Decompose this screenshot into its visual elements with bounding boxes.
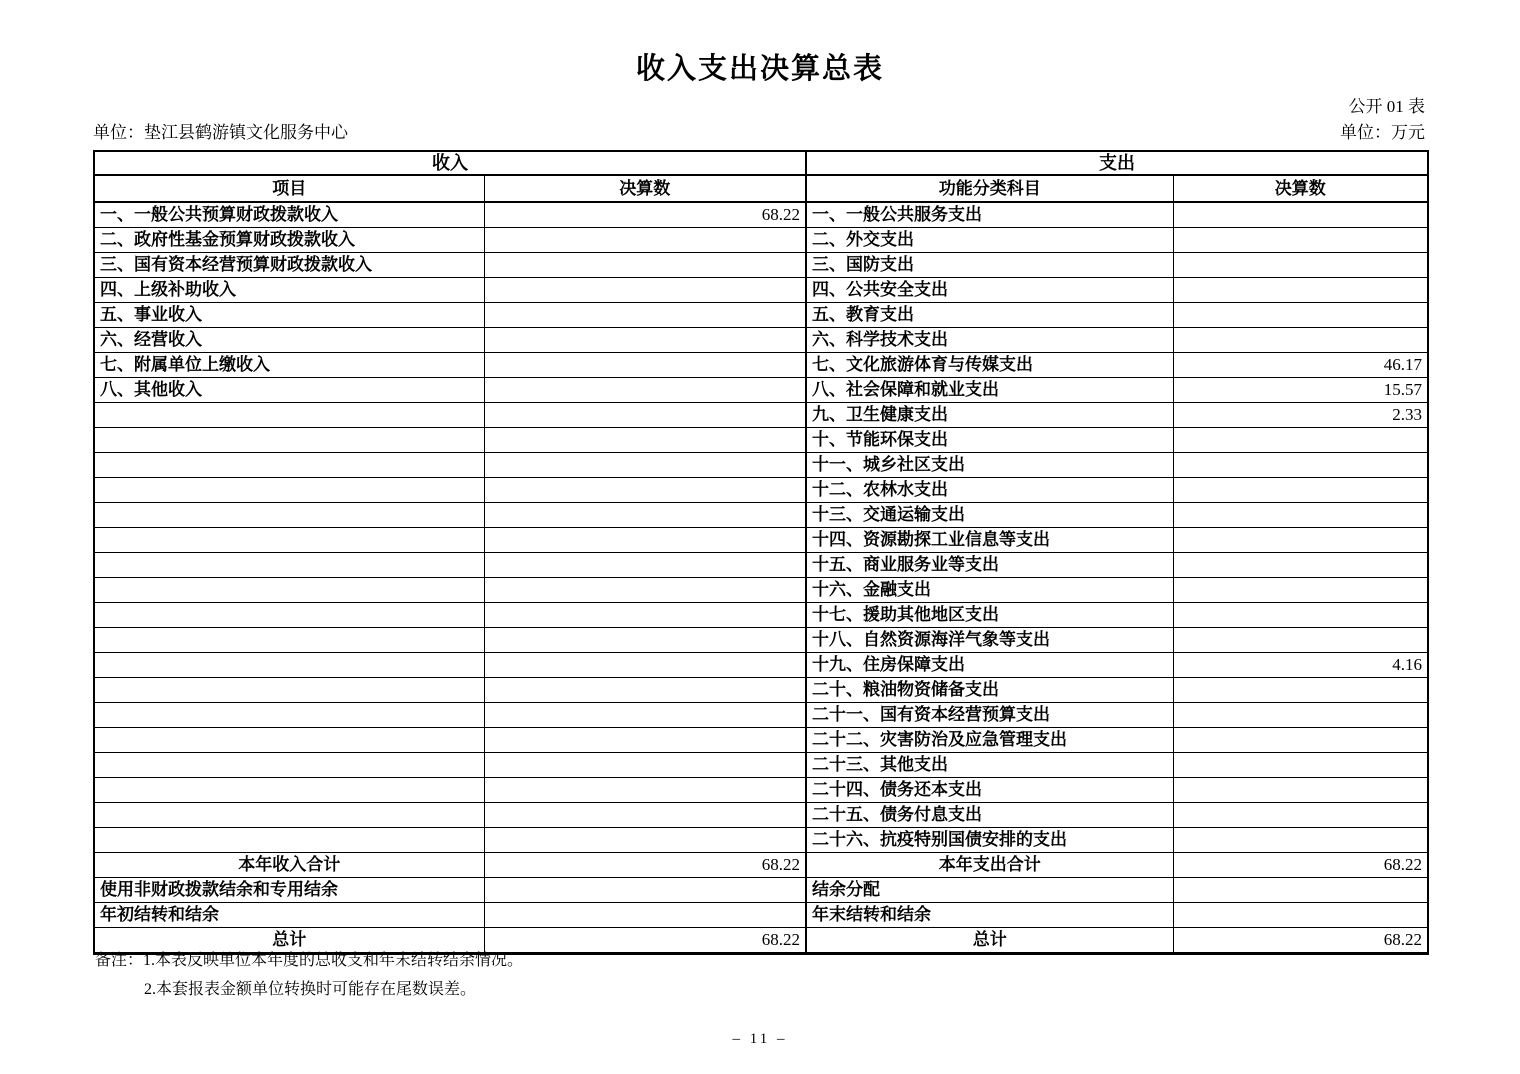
expense-item-cell: 十一、城乡社区支出 <box>806 453 1173 478</box>
footnote-text: 1.本表反映单位本年度的总收支和年末结转结余情况。 <box>143 952 524 969</box>
income-item-cell <box>94 653 484 678</box>
income-item-cell <box>94 828 484 853</box>
income-value-cell <box>484 778 806 803</box>
expense-value-cell <box>1173 903 1428 928</box>
income-value-cell <box>484 578 806 603</box>
table-row <box>94 603 1428 628</box>
income-value-cell <box>484 453 806 478</box>
summary-row <box>94 853 1428 878</box>
income-item-cell <box>94 403 484 428</box>
income-value-cell <box>484 353 806 378</box>
income-value-cell <box>484 503 806 528</box>
expense-item-cell: 结余分配 <box>806 878 1173 903</box>
income-value-cell <box>484 228 806 253</box>
summary-row <box>94 878 1428 903</box>
expense-item-cell: 八、社会保障和就业支出 <box>806 378 1173 403</box>
expense-item-cell: 三、国防支出 <box>806 253 1173 278</box>
expense-item-cell: 七、文化旅游体育与传媒支出 <box>806 353 1173 378</box>
income-value-cell <box>484 703 806 728</box>
income-value-cell <box>484 303 806 328</box>
page-content <box>93 0 1427 1074</box>
expense-item-cell: 二十六、抗疫特别国债安排的支出 <box>806 828 1173 853</box>
expense-item-cell: 十二、农林水支出 <box>806 478 1173 503</box>
expense-value-cell <box>1173 478 1428 503</box>
expense-item-cell: 五、教育支出 <box>806 303 1173 328</box>
income-item-cell <box>94 453 484 478</box>
expense-value-cell <box>1173 778 1428 803</box>
income-value-cell <box>484 828 806 853</box>
expense-item-cell: 二十四、债务还本支出 <box>806 778 1173 803</box>
currency-unit-label: 单位：万元 <box>1340 123 1425 142</box>
page-title: 收入支出决算总表 <box>635 53 884 85</box>
income-item-cell: 总计 <box>94 928 484 954</box>
table-row <box>94 303 1428 328</box>
income-value-cell <box>484 803 806 828</box>
income-value-cell <box>484 603 806 628</box>
expense-value-cell <box>1173 202 1428 228</box>
expense-value-cell: 2.33 <box>1173 403 1428 428</box>
table-row <box>94 378 1428 403</box>
footnote-label: 备注： <box>95 952 144 969</box>
income-value-cell <box>484 378 806 403</box>
table-row <box>94 478 1428 503</box>
expense-value-cell: 68.22 <box>1173 853 1428 878</box>
income-item-cell <box>94 628 484 653</box>
income-item-cell <box>94 528 484 553</box>
footnote-line <box>95 975 523 1004</box>
income-value-cell <box>484 903 806 928</box>
income-item-cell: 七、附属单位上缴收入 <box>94 353 484 378</box>
column-header-income-amount: 决算数 <box>484 175 806 202</box>
expense-value-cell <box>1173 278 1428 303</box>
table-row <box>94 453 1428 478</box>
page-number: – 11 – <box>732 1031 788 1047</box>
column-header-expense-amount: 决算数 <box>1173 175 1428 202</box>
table-row <box>94 778 1428 803</box>
expense-item-cell: 十、节能环保支出 <box>806 428 1173 453</box>
income-item-cell <box>94 553 484 578</box>
expense-item-cell: 年末结转和结余 <box>806 903 1173 928</box>
table-row <box>94 703 1428 728</box>
expense-value-cell <box>1173 503 1428 528</box>
income-section-header: 收入 <box>94 151 806 175</box>
expense-value-cell <box>1173 753 1428 778</box>
income-item-cell <box>94 578 484 603</box>
table-row <box>94 328 1428 353</box>
income-item-cell <box>94 753 484 778</box>
expense-value-cell <box>1173 678 1428 703</box>
income-item-cell: 一、一般公共预算财政拨款收入 <box>94 202 484 228</box>
table-row <box>94 803 1428 828</box>
expense-item-cell: 十六、金融支出 <box>806 578 1173 603</box>
income-item-cell <box>94 778 484 803</box>
expense-item-cell: 本年支出合计 <box>806 853 1173 878</box>
table-row <box>94 353 1428 378</box>
footnote-text: 2.本套报表金额单位转换时可能存在尾数误差。 <box>144 981 477 998</box>
income-item-cell: 四、上级补助收入 <box>94 278 484 303</box>
expense-value-cell <box>1173 603 1428 628</box>
table-row <box>94 228 1428 253</box>
income-item-cell <box>94 728 484 753</box>
table-header <box>94 151 1428 202</box>
expense-item-cell: 二十五、债务付息支出 <box>806 803 1173 828</box>
table-row <box>94 628 1428 653</box>
expense-item-cell: 四、公共安全支出 <box>806 278 1173 303</box>
table-row <box>94 753 1428 778</box>
expense-item-cell: 十四、资源勘探工业信息等支出 <box>806 528 1173 553</box>
org-unit-label: 单位：垫江县鹤游镇文化服务中心 <box>93 123 348 142</box>
table-row <box>94 428 1428 453</box>
section-header-row <box>94 151 1428 175</box>
expense-section-header: 支出 <box>806 151 1428 175</box>
expense-item-cell: 十九、住房保障支出 <box>806 653 1173 678</box>
table-row <box>94 728 1428 753</box>
expense-item-cell: 总计 <box>806 928 1173 954</box>
expense-item-cell: 二、外交支出 <box>806 228 1173 253</box>
column-header-income-item: 项目 <box>94 175 484 202</box>
expense-value-cell <box>1173 228 1428 253</box>
expense-value-cell <box>1173 878 1428 903</box>
column-header-expense-item: 功能分类科目 <box>806 175 1173 202</box>
expense-value-cell: 15.57 <box>1173 378 1428 403</box>
expense-item-cell: 一、一般公共服务支出 <box>806 202 1173 228</box>
expense-value-cell <box>1173 253 1428 278</box>
column-header-row <box>94 175 1428 202</box>
income-item-cell <box>94 678 484 703</box>
table-row <box>94 202 1428 228</box>
table-row <box>94 403 1428 428</box>
table-row <box>94 678 1428 703</box>
expense-value-cell <box>1173 803 1428 828</box>
expense-item-cell: 九、卫生健康支出 <box>806 403 1173 428</box>
income-value-cell <box>484 528 806 553</box>
footnote-line <box>95 946 523 975</box>
expense-item-cell: 六、科学技术支出 <box>806 328 1173 353</box>
income-value-cell <box>484 553 806 578</box>
income-item-cell: 二、政府性基金预算财政拨款收入 <box>94 228 484 253</box>
expense-item-cell: 二十三、其他支出 <box>806 753 1173 778</box>
income-value-cell <box>484 478 806 503</box>
expense-item-cell: 十八、自然资源海洋气象等支出 <box>806 628 1173 653</box>
income-item-cell: 五、事业收入 <box>94 303 484 328</box>
income-item-cell: 六、经营收入 <box>94 328 484 353</box>
footnotes <box>95 946 523 1004</box>
income-value-cell: 68.22 <box>484 928 806 954</box>
expense-value-cell <box>1173 703 1428 728</box>
expense-item-cell: 十三、交通运输支出 <box>806 503 1173 528</box>
income-value-cell: 68.22 <box>484 853 806 878</box>
income-item-cell: 本年收入合计 <box>94 853 484 878</box>
expense-value-cell: 46.17 <box>1173 353 1428 378</box>
table-row <box>94 828 1428 853</box>
income-item-cell <box>94 803 484 828</box>
table-row <box>94 553 1428 578</box>
income-item-cell: 使用非财政拨款结余和专用结余 <box>94 878 484 903</box>
income-item-cell <box>94 428 484 453</box>
income-value-cell <box>484 628 806 653</box>
income-value-cell <box>484 753 806 778</box>
income-value-cell <box>484 678 806 703</box>
income-item-cell <box>94 478 484 503</box>
table-row <box>94 278 1428 303</box>
income-value-cell <box>484 253 806 278</box>
income-value-cell <box>484 428 806 453</box>
expense-item-cell: 十七、援助其他地区支出 <box>806 603 1173 628</box>
table-body <box>94 202 1428 954</box>
income-value-cell <box>484 328 806 353</box>
expense-value-cell <box>1173 828 1428 853</box>
expense-value-cell <box>1173 328 1428 353</box>
expense-value-cell: 4.16 <box>1173 653 1428 678</box>
expense-value-cell: 68.22 <box>1173 928 1428 954</box>
final-accounts-table <box>93 150 1429 955</box>
income-value-cell: 68.22 <box>484 202 806 228</box>
expense-value-cell <box>1173 428 1428 453</box>
table-code-label: 公开 01 表 <box>1348 97 1425 116</box>
income-value-cell <box>484 403 806 428</box>
income-item-cell: 八、其他收入 <box>94 378 484 403</box>
income-value-cell <box>484 278 806 303</box>
table-row <box>94 528 1428 553</box>
summary-row <box>94 903 1428 928</box>
table-row <box>94 253 1428 278</box>
income-item-cell: 年初结转和结余 <box>94 903 484 928</box>
expense-value-cell <box>1173 728 1428 753</box>
table-row <box>94 653 1428 678</box>
income-value-cell <box>484 728 806 753</box>
expense-item-cell: 二十一、国有资本经营预算支出 <box>806 703 1173 728</box>
income-item-cell <box>94 703 484 728</box>
income-item-cell <box>94 603 484 628</box>
expense-item-cell: 二十二、灾害防治及应急管理支出 <box>806 728 1173 753</box>
expense-item-cell: 十五、商业服务业等支出 <box>806 553 1173 578</box>
expense-value-cell <box>1173 303 1428 328</box>
expense-value-cell <box>1173 553 1428 578</box>
expense-value-cell <box>1173 453 1428 478</box>
income-value-cell <box>484 653 806 678</box>
table-row <box>94 503 1428 528</box>
expense-value-cell <box>1173 578 1428 603</box>
expense-value-cell <box>1173 628 1428 653</box>
income-value-cell <box>484 878 806 903</box>
expense-value-cell <box>1173 528 1428 553</box>
table-row <box>94 578 1428 603</box>
expense-item-cell: 二十、粮油物资储备支出 <box>806 678 1173 703</box>
income-item-cell <box>94 503 484 528</box>
income-item-cell: 三、国有资本经营预算财政拨款收入 <box>94 253 484 278</box>
